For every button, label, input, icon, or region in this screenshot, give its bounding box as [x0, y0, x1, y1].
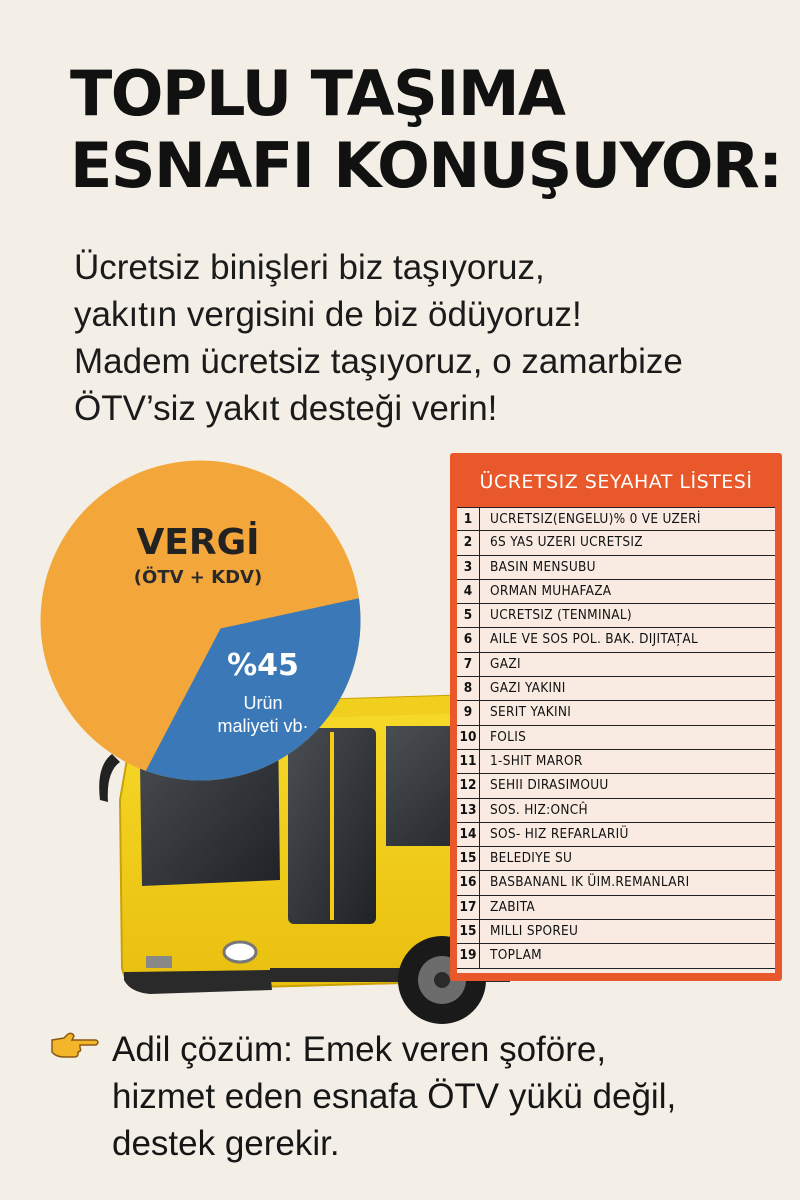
- list-item: [457, 556, 775, 580]
- free-travel-list-table: [457, 507, 775, 973]
- list-item-number: 15: [457, 920, 480, 943]
- message-text: [74, 244, 794, 432]
- list-item-number: 14: [457, 823, 480, 846]
- list-item: [457, 726, 775, 750]
- list-item-number: 10: [457, 726, 480, 749]
- free-travel-list: [450, 453, 782, 981]
- list-item-number: 8: [457, 677, 480, 700]
- list-item-number: 3: [457, 556, 480, 579]
- list-item-number: 17: [457, 896, 480, 919]
- list-item: [457, 604, 775, 628]
- list-item: [457, 701, 775, 725]
- list-item-number: 4: [457, 580, 480, 603]
- list-item: [457, 799, 775, 823]
- list-item-name: GAZI: [490, 655, 521, 672]
- list-item-number: 5: [457, 604, 480, 627]
- list-item-name: ORMAN MUHAFAZA: [490, 582, 612, 599]
- message-line-3: Madem ücretsiz taşıyoruz, o zamarbize: [74, 342, 683, 381]
- list-item: [457, 531, 775, 555]
- list-item: [457, 920, 775, 944]
- list-item-name: GAZI YAKINI: [490, 680, 566, 697]
- list-item-number: 19: [457, 944, 480, 967]
- pointing-hand-icon: [50, 1030, 100, 1060]
- list-item-name: BASIN MENSUBU: [490, 558, 596, 575]
- list-item: [457, 628, 775, 652]
- conclusion-line-2: hizmet eden esnafa ÖTV yükü değil,: [112, 1077, 677, 1116]
- list-item-name: SOS- HIZ REFARLARIÜ: [490, 825, 629, 842]
- list-item-number: 11: [457, 750, 480, 773]
- list-item-number: 15: [457, 847, 480, 870]
- free-travel-list-title: ÜCRETSIZ SEYAHAT LİSTESİ: [479, 471, 753, 493]
- headline: [70, 58, 790, 202]
- pie-other-label-line-1: Urün: [243, 693, 283, 713]
- pie-other-percent: %45: [227, 648, 299, 683]
- list-item-name: BELEDIYE SU: [490, 850, 573, 867]
- list-item-number: 6: [457, 628, 480, 651]
- list-item-name: 1-SHIT MAROR: [490, 752, 583, 769]
- list-item: [457, 774, 775, 798]
- headline-line-1: TOPLU TAŞIMA: [70, 57, 565, 130]
- list-item: [457, 580, 775, 604]
- list-item-number: 12: [457, 774, 480, 797]
- list-item-number: 16: [457, 871, 480, 894]
- headline-line-2: ESNAFI KONUŞUYOR:: [70, 129, 782, 202]
- pie-other-label: [198, 692, 328, 738]
- message-line-1: Ücretsiz binişleri biz taşıyoruz,: [74, 248, 545, 287]
- list-item-number: 7: [457, 653, 480, 676]
- message-line-2: yakıtın vergisini de biz ödüyoruz!: [74, 295, 582, 334]
- list-item-number: 1: [457, 508, 480, 530]
- list-item: [457, 871, 775, 895]
- list-item: [457, 750, 775, 774]
- list-item-name: TOPLAM: [490, 947, 542, 964]
- list-item-name: BASBANANL IK ÜIM.REMANLARI: [490, 874, 690, 891]
- list-item: [457, 944, 775, 968]
- list-item-number: 9: [457, 701, 480, 724]
- list-item-name: SERIT YAKINI: [490, 704, 572, 721]
- list-item: [457, 847, 775, 871]
- list-item-name: SEHII DIRASIMOUU: [490, 777, 609, 794]
- list-item-number: 2: [457, 531, 480, 554]
- list-item-name: 6S YAS UZERI UCRETSIZ: [490, 534, 643, 551]
- conclusion-text: [112, 1026, 792, 1167]
- list-item: [457, 653, 775, 677]
- pie-tax-label: VERGİ: [136, 522, 260, 563]
- list-item: [457, 677, 775, 701]
- list-item: [457, 896, 775, 920]
- list-item-name: MILLI SPOREU: [490, 923, 579, 940]
- list-item-name: UCRETSIZ (TENMINAL): [490, 607, 632, 624]
- list-item: [457, 507, 775, 531]
- list-item-number: 13: [457, 799, 480, 822]
- pie-tax-sublabel: (ÖTV + KDV): [133, 567, 263, 588]
- pie-other-label-line-2: maliyeti vb·: [217, 716, 309, 736]
- list-item-name: UCRETSIZ(ENGELU)% 0 VE UZERİ: [490, 511, 701, 527]
- conclusion-line-1: Adil çözüm: Emek veren şoföre,: [112, 1030, 607, 1069]
- list-item-name: ZABITA: [490, 898, 536, 915]
- list-item: [457, 823, 775, 847]
- list-item-name: FOLIS: [490, 728, 527, 745]
- conclusion-line-3: destek gerekir.: [112, 1124, 340, 1163]
- message-line-4: ÖTV’siz yakıt desteği verin!: [74, 389, 498, 428]
- list-item-name: AILE VE SOS POL. BAK. DIJITAȚAL: [490, 631, 699, 648]
- list-item-name: SOS. HIZ:ONCĤ: [490, 801, 588, 818]
